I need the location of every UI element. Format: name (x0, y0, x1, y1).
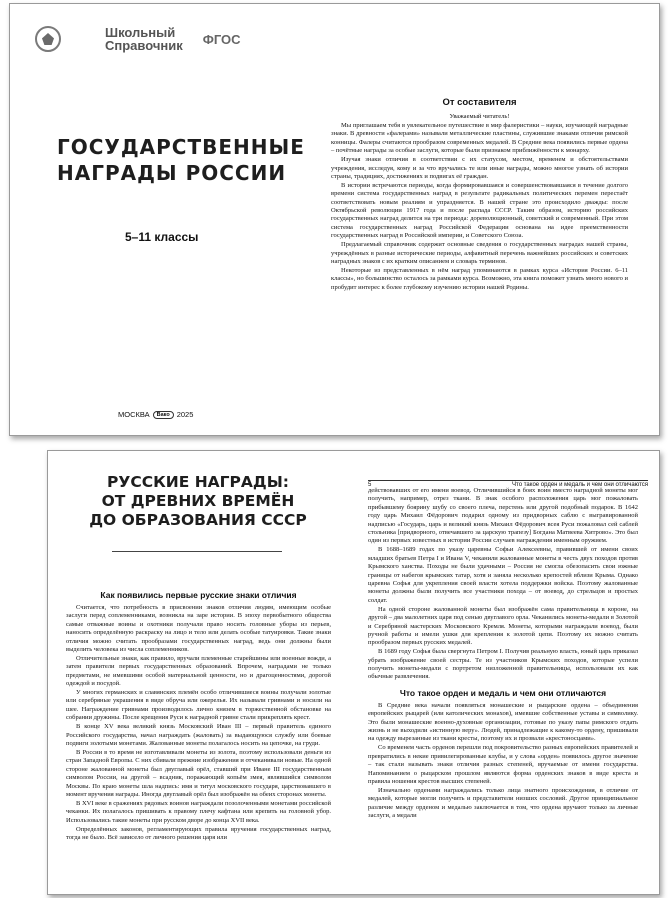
intro-paragraph: Некоторые из представленных в нём наград упоминаются в рамках курса «История России. 6–11 классы», но большинство осталось за рамками курса. Возможно, эта книга поможет узнать много нового и пробудит интерес к более глубокому изучению истории нашей Родины. (331, 266, 628, 291)
publisher-logo: Вако (153, 411, 174, 419)
section-1-paragraph: У многих германских и славянских племён особо отличившиеся воины получали золотые или серебряные украшения в виде обруча или ожерелья. Их называли гривнами и носили на шее. Награждение гривнами производилось лично князем в торжественной обстановке на собрании дружины. После крещения Руси к наградной гривне стали прикреплять крест. (66, 689, 331, 722)
section-2-body (368, 702, 638, 821)
intro-heading: От составителя (442, 97, 517, 108)
section-2-paragraph: В Средние века начали появляться монашеские и рыцарские ордена – объединения европейских рыцарей (или католических монахов), имевшие собственные уставы и символику. Это были монашеские военно-духовные организации, готовые по указу папы римского отдать жизнь и не выходили «истинную веру». Людей, принадлежащие к какому-то ордену, пришивали на одежду вырезанные из ткани кресты, поэтому их и прозвали «крестоносцами». (368, 701, 638, 743)
brand-line-2: Справочник (105, 38, 183, 53)
intro-paragraph: В истории встречаются периоды, когда формировавшаяся и совершенствовавшаяся в течение долгого времени система государственных наград в результате радикальных политических перемен перестаёт соответствовать новым реалиям и упраздняется. В нашей стране это происходило дважды: после Октябрьской революции 1917 года и после распада СССР. Таким образом, историю российских государственных наград делится на три периода: дореволюционный, советский и современный. При этом система государственных наград Российской Федерации основана на идее преемственности государственных наград в Российской империи, и Советского Союза. (331, 181, 628, 240)
state-emblem-icon (35, 26, 61, 52)
right-body (368, 487, 638, 682)
section-2-paragraph: Изначально орденами награждались только лица знатного происхождения, в отличие от медалей, которые могли получить и представители низших сословий. Другое принципиальное различие между орденом и медалью заключается в том, что ордена вручают только за личные заслуги, а медали (368, 786, 638, 820)
intro-greeting: Уважаемый читатель! (449, 113, 510, 120)
intro-paragraph: Мы приглашаем тебя в увлекательное путешествие в мир фалеристики – науки, изучающей наградные знаки. В древности «фалерами» называли металлические пластины, служившие знаками отличия римской конницы. Фалеры считаются прообразом современных медалей. В Средние века появились первые ордена – почётные награды за особые заслуги, которые были признаком приближённости к монарху. (331, 122, 628, 155)
cover-spread (9, 3, 660, 436)
chapter-title-line-1: РУССКИЕ НАГРАДЫ: (107, 473, 289, 491)
series-brand (105, 26, 183, 52)
page-number: 5 (368, 482, 372, 488)
section-1-paragraph: В России в то время не изготавливали монеты из золота, поэтому использовали деньги из стран Западной Европы. С них сбивали прежние изображения и отчеканивали новые. На одной стороне жалованной монеты был двуглавый орёл, ставший при Иване III государственным символом России, на другой – всадник, поражающий копьём змея, являвшийся символом Москвы. По краю монеты шла надпись: имя и титул московского государя, царствовавшего в момент вручения награды. Иногда двуглавый орёл был изображён на обеих сторонах монеты. (66, 748, 331, 798)
fgos-logo: ФГОС (202, 31, 241, 47)
section-2-heading: Что такое орден и медаль и чем они отличаются (399, 687, 607, 698)
chapter-title-line-3: ДО ОБРАЗОВАНИЯ СССР (89, 511, 307, 529)
imprint (118, 410, 193, 419)
imprint-city: МОСКВА (118, 410, 150, 419)
intro-paragraph: Изучая знаки отличия в соответствии с их статусом, местом, временем и обстоятельствами учреждения, исследуя, кому и за что вручались те или иные награды, можно многое узнать об истории страны, традициях, достижениях и подвигах её граждан. (331, 156, 628, 180)
section-1-paragraph: Отличительные знаки, как правило, вручали племенные старейшины или военные вожди, а затем правители первых государственных образований. Впрочем, наградами не только предметами, не имевшими особой материальной ценности, но и драгоценностями, дорогой одеждой и посудой. (66, 654, 331, 688)
right-column (368, 487, 638, 821)
grade-range: 5–11 классы (125, 230, 199, 244)
chapter-title-line-2: ОТ ДРЕВНИХ ВРЕМЁН (101, 492, 295, 510)
right-paragraph: На одной стороне жалованной монеты был изображён сама правительница в короне, на другой – два малолетних царя под сенью двуглавого орла. Чеканились монеты-медали в Золотой и Серебряной мастерских Московского Кремля. Монеты, которыми награждали воевод, были ручной работы и имели ушки для крепления к золотой цепи. Поэтому их можно считать прообразом первых русских медалей. (368, 605, 638, 647)
title-divider (112, 551, 282, 552)
brand-line-1: Школьный (105, 25, 176, 40)
intro-body (331, 122, 628, 292)
book-title-line-2: НАГРАДЫ РОССИИ (57, 161, 287, 185)
book-title-line-1: ГОСУДАРСТВЕННЫЕ (57, 135, 305, 159)
intro-column (331, 97, 628, 293)
section-1-paragraph: В конце XV века великий князь Московский Иван III – первый правитель единого Российского государства, начал награждать (жаловать) за выдающуюся службу или боевые подвиги золотыми монетами. Жалованные монеты полагалось носить на цепочке, на груди. (66, 723, 331, 747)
logo-row (35, 26, 241, 52)
left-column (66, 584, 331, 843)
right-paragraph: В 1689 году Софья была свергнута Петром I. Получив реальную власть, юный царь приказал убрать изображение своей сестры. Те из участников Крымских походов, которые успели получить монеты-медали с портретом низложенной правительницы, использовали их как обычные развлечения. (368, 648, 638, 681)
section-1-body (66, 604, 331, 842)
section-1-paragraph: В XVI веке в сражениях рядовых воинов награждали позолоченными монетами российской чеканки. Их полагалось пришивать к правому плечу кафтана или крепить на головной убор. Использовались такие монеты при русском дворе до конца XVII века. (66, 799, 331, 824)
running-head-title: Что такое орден и медаль и чем они отличаются (512, 482, 648, 488)
chapter-spread (47, 450, 660, 895)
section-1-heading: Как появились первые русские знаки отличия (100, 590, 297, 600)
right-paragraph: В 1688–1689 годах по указу царевны Софьи Алексеевны, правившей от имени своих младших братьев Петра I и Ивана V, чеканили жалованные монеты в честь двух походов против Крымского ханства. Походы не были удачными – Россия не смогла обезопасить свои южные границы от набегов крымских татар, хотя и заняла несколько крепостей вблизи Крыма. Однако царевна Софья для укрепления своей власти хотела поддержки войска. Поэтому жалованные монеты должны были получить все участники похода – от воевод, до стрельцов и простых солдат. (368, 546, 638, 604)
section-2-paragraph: Со временем часть орденов перешли под покровительство разных европейских правителей и превратились в некие привилегированные клубы, и у слова «орден» появилось другое значение – так стали называть знаки отличия разных степеней, вручаемые от имени государства. Напоминанием о рыцарском прошлом являются форма орденских знаков в виде креста и правила ношения крестов высших степеней. (368, 744, 638, 785)
section-1-paragraph: Определённых законов, регламентирующих правила вручения государственных наград, тогда не было. Всё зависело от личного решения царя или (66, 825, 331, 841)
section-1-paragraph: Считается, что потребность в присвоении знаков отличия людям, имеющим особые заслуги перед соплеменниками, возникла на заре истории. В эпоху первобытного общества самые отважные воины и охотники получали право носить головные уборы из перьев, наносить определённую раскраску на лицо и тело или делать особые татуировки. Такие знаки отличия можно считать прообразами государственных наград, ведь они должны были выделить человека из числа соплеменников. (66, 604, 331, 654)
right-paragraph: действовавших от его имени воевод. Отличившийся в боях воин вместо наградной монеты мог получить, например, отрез ткани. В знак особого расположения царь мог пожаловать прибывшему боярину шубу со своего плеча, перстень или другой подобный подарок. В 1642 году царь Михаил Фёдорович подарил одному из придворных саблю с выгравированной надписью «Государь, царь и великий князь Михаил Фёдорович всея Руси пожаловал сей саблей стольника [придворного, отвечавшего за царскую трапезу] Богдана Матвеева Хитрово». Это был один из первых известных в истории России случаев награждения именным оружием. (368, 487, 638, 545)
chapter-title (48, 473, 348, 530)
intro-paragraph: Предлагаемый справочник содержит основные сведения о государственных наградах нашей страны, учреждённых в разные исторические периоды, алфавитный перечень важнейших российских и советских наградных знаков с их кратким описанием и словарь терминов. (331, 241, 628, 265)
book-title (57, 134, 305, 186)
imprint-year: 2025 (176, 410, 194, 419)
